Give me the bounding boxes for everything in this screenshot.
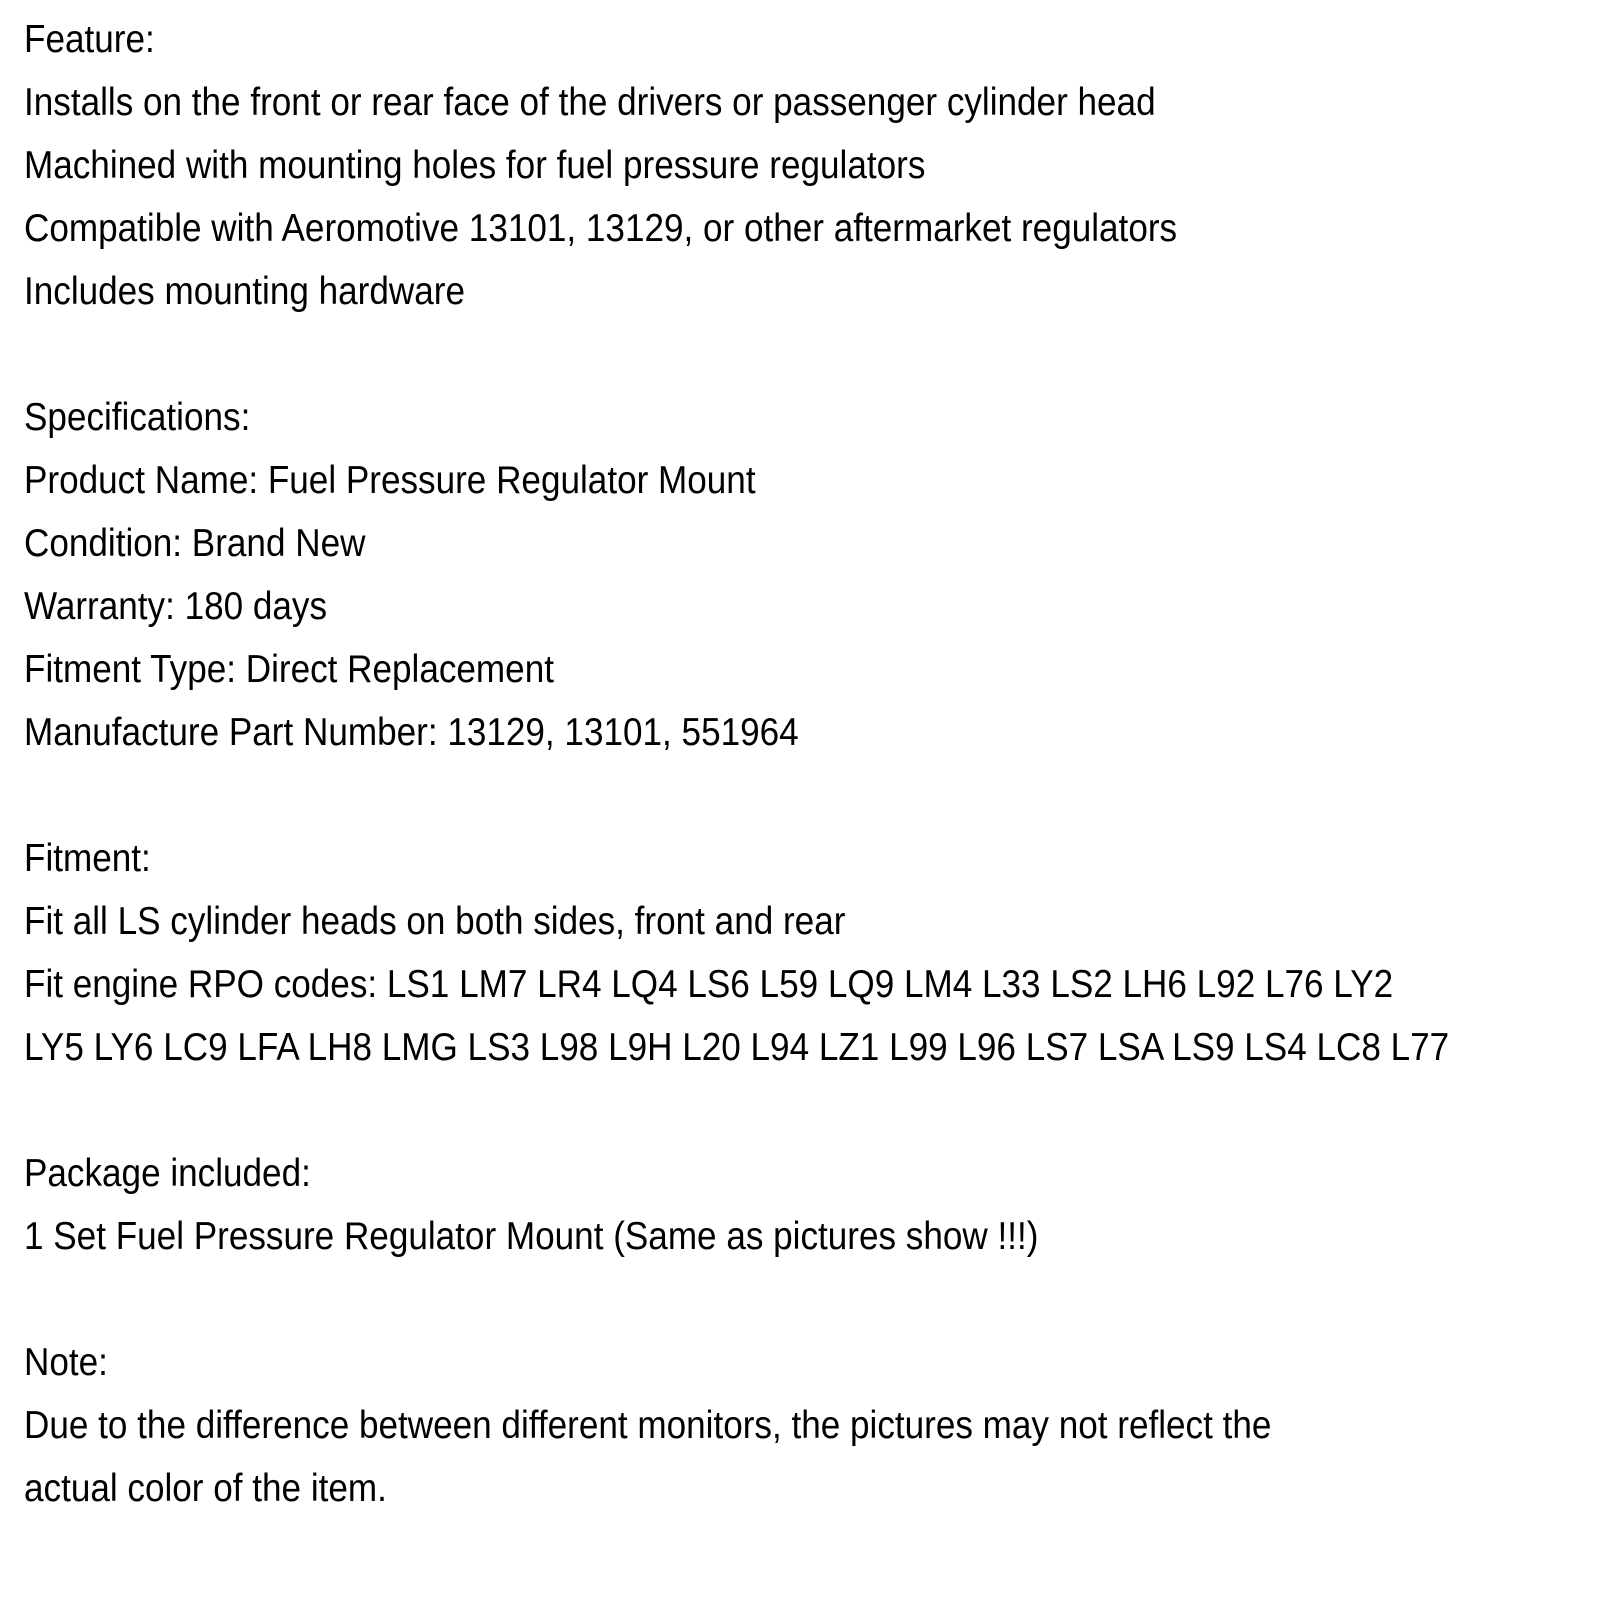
- note-section-heading: Note:: [24, 1341, 108, 1384]
- feature-text-line: Installs on the front or rear face of the drivers or passenger cylinder head: [24, 81, 1156, 124]
- package-text-line: 1 Set Fuel Pressure Regulator Mount (Same as pictures show !!!): [24, 1215, 1039, 1258]
- feature-text-line: Includes mounting hardware: [24, 270, 465, 313]
- feature-text-line: Machined with mounting holes for fuel pressure regulators: [24, 144, 926, 187]
- feature-section-heading: Feature:: [24, 18, 155, 61]
- package-section-heading: Package included:: [24, 1152, 311, 1195]
- specifications-text-line: Warranty: 180 days: [24, 585, 328, 628]
- blank-line: [24, 1268, 1600, 1331]
- fitment-text-line: Fit all LS cylinder heads on both sides, front and rear: [24, 900, 846, 943]
- specifications-section-heading: Specifications:: [24, 396, 251, 439]
- fitment-text-line: Fit engine RPO codes: LS1 LM7 LR4 LQ4 LS6 L59 LQ9 LM4 L33 LS2 LH6 L92 L76 LY2: [24, 963, 1394, 1006]
- blank-line: [24, 1079, 1600, 1142]
- fitment-text-line: LY5 LY6 LC9 LFA LH8 LMG LS3 L98 L9H L20 L94 LZ1 L99 L96 LS7 LSA LS9 LS4 LC8 L77: [24, 1026, 1450, 1069]
- blank-line: [24, 323, 1600, 386]
- specifications-text-line: Manufacture Part Number: 13129, 13101, 551964: [24, 711, 799, 754]
- blank-line: [24, 764, 1600, 827]
- specifications-text-line: Product Name: Fuel Pressure Regulator Mount: [24, 459, 756, 502]
- fitment-section-heading: Fitment:: [24, 837, 151, 880]
- note-text-line: Due to the difference between different monitors, the pictures may not reflect the: [24, 1404, 1272, 1447]
- specifications-text-line: Condition: Brand New: [24, 522, 366, 565]
- note-text-line: actual color of the item.: [24, 1467, 387, 1510]
- specifications-text-line: Fitment Type: Direct Replacement: [24, 648, 554, 691]
- feature-text-line: Compatible with Aeromotive 13101, 13129, or other aftermarket regulators: [24, 207, 1178, 250]
